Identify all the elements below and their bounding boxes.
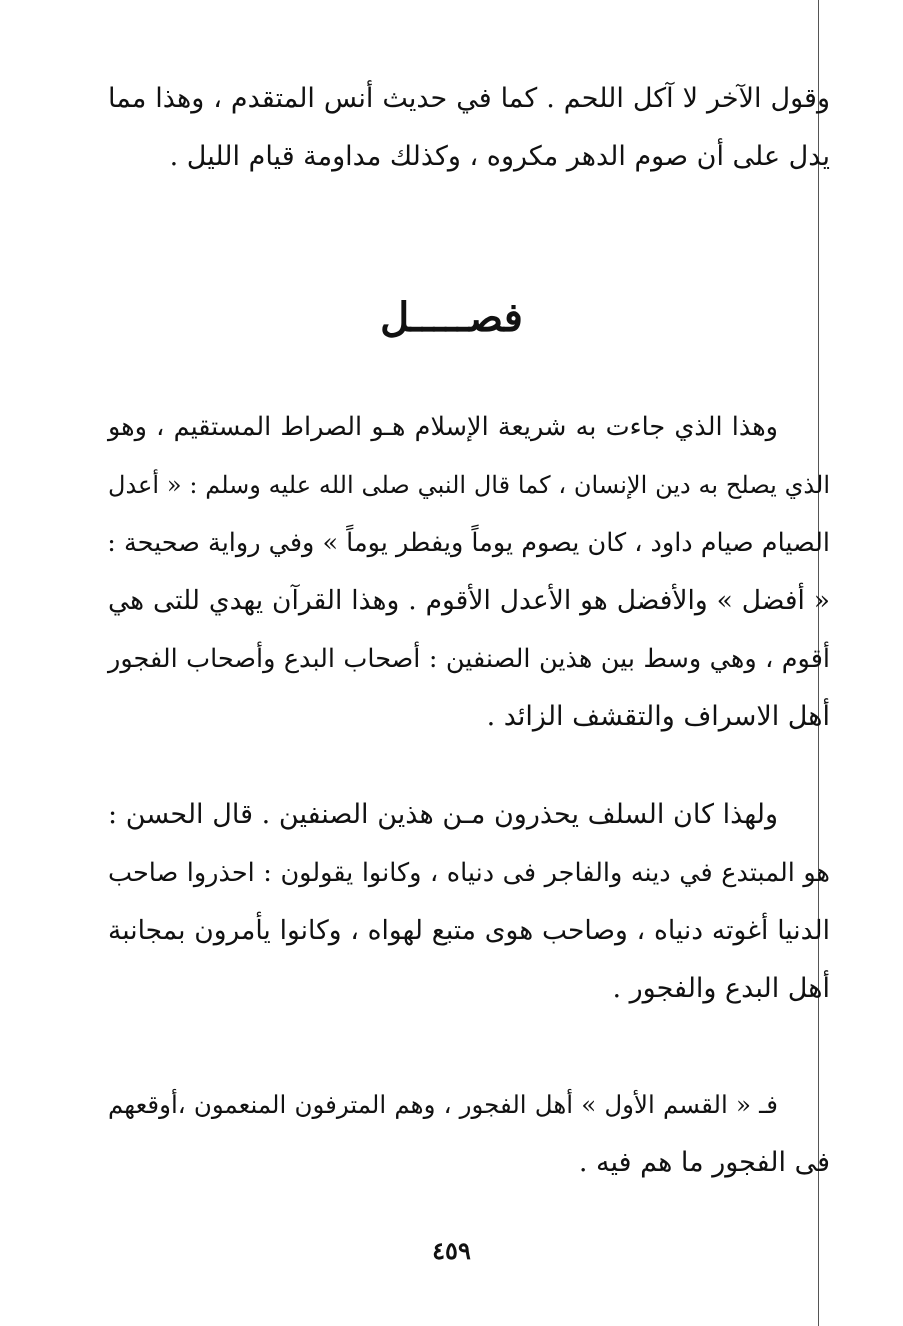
text-line: أهل الاسراف والتقشف الزائد . (486, 701, 830, 732)
paragraph-3 (108, 1076, 830, 1192)
text-line: هو المبتدع في دينه والفاجر فى دنياه ، وكانوا يقولون : احذروا صاحب (108, 858, 830, 888)
text-line: ولهذا كان السلف يحذرون مـن هذين الصنفين . قال الحسن : (108, 799, 778, 830)
text-line: الصيام صيام داود ، كان يصوم يوماً ويفطر يوماً » وفي رواية صحيحة : (107, 528, 830, 558)
text-line: أهل البدع والفجور . (612, 973, 830, 1004)
paragraph-2 (108, 786, 830, 1018)
paragraph-continuation (108, 70, 830, 186)
text-line: أقوم ، وهي وسط بين هذين الصنفين : أصحاب البدع وأصحاب الفجور (108, 644, 830, 674)
text-line: « أفضل » والأفضل هو الأعدل الأقوم . وهذا القرآن يهدي للتى هي (108, 585, 830, 616)
text-line: وهذا الذي جاءت به شريعة الإسلام هـو الصراط المستقيم ، وهو (108, 412, 778, 442)
text-line: فى الفجور ما هم فيه . (578, 1147, 830, 1178)
text-line: فـ « القسم الأول » أهل الفجور ، وهم المترفون المنعمون ،أوقعهم (108, 1090, 778, 1119)
text-line: يدل على أن صوم الدهر مكروه ، وكذلك مداومة قيام الليل . (169, 141, 830, 172)
section-heading: فصـــــل (380, 294, 523, 341)
paragraph-1 (108, 398, 830, 746)
page-number: ٤٥٩ (432, 1236, 471, 1265)
text-line: وقول الآخر لا آكل اللحم . كما في حديث أنس المتقدم ، وهذا مما (108, 83, 830, 114)
text-line: الذي يصلح به دين الإنسان ، كما قال النبي صلى الله عليه وسلم : « أعدل (108, 471, 831, 499)
text-line: الدنيا أغوته دنياه ، وصاحب هوى متبع لهواه ، وكانوا يأمرون بمجانبة (108, 915, 830, 946)
